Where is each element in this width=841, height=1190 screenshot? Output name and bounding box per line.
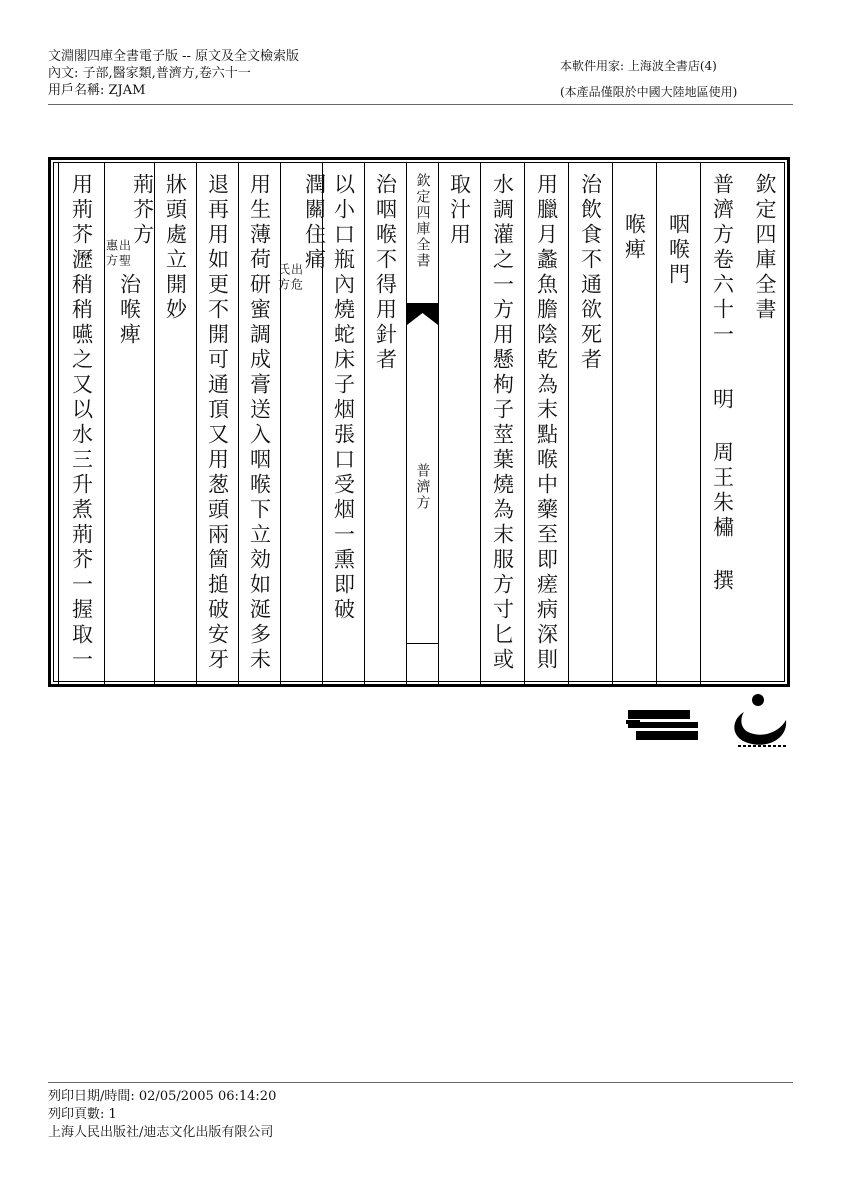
column-9 [322,163,364,685]
column-text: 潤關住痛 [302,173,327,273]
subsection-title: 喉痺 [622,213,647,263]
print-datetime: 列印日期/時間: 02/05/2005 06:14:20 [48,1089,277,1104]
column-1 [700,163,744,685]
column-2 [656,163,700,685]
spine-book-name: 普濟方 [414,463,431,511]
column-0 [744,163,786,685]
column-7 [438,163,480,685]
footer-divider [48,1082,793,1083]
column-text: 用生薄荷研蜜調成膏送入咽喉下立効如涎多未 [247,173,272,673]
footer-info [48,1088,276,1142]
note-line-2: 惠方 [104,239,119,269]
publisher-logo-icon [626,690,796,752]
column-3 [612,163,656,685]
header-divider [48,104,793,105]
column-11 [238,163,280,685]
column-text: 欽定四庫全書 [753,173,777,323]
author-line: 明 周王朱橚 撰 [710,388,735,594]
column-4 [568,163,612,685]
column-text: 牀頭處立開妙 [163,173,188,323]
content-path: 內文: 子部,醫家類,普濟方,卷六十一 [48,66,251,81]
column-12 [196,163,238,685]
column-13 [154,163,196,685]
publisher: 上海人民出版社/迪志文化出版有限公司 [48,1125,274,1140]
spine-book-wrap [407,463,438,511]
page-frame [48,157,790,687]
column-6 [480,163,524,685]
column-15 [58,163,104,685]
column-5 [524,163,568,685]
region-restriction: (本產品僅限於中國大陸地區使用) [560,85,738,99]
column-text: 用荊芥瀝稍稍嚥之又以水三升煮荊芥一握取一 [69,173,94,673]
column-text: 治咽喉不得用針者 [373,173,398,373]
note-line-2: 氏方 [276,263,291,293]
column-text: 治飲食不通欲死者 [578,173,603,373]
header-info [48,48,299,99]
edition-title: 文淵閣四庫全書電子版 -- 原文及全文檢索版 [48,49,300,64]
column-8 [364,163,406,685]
source-note [105,239,131,269]
column-text: 取汁用 [447,173,472,248]
column-text: 水調灌之一方用懸枸子莖葉燒為末服方寸匕或 [490,173,515,673]
note-line-1: 出危 [289,263,304,293]
recipe-indication: 治喉痺 [117,273,142,348]
chapter-title: 普濟方卷六十一 [710,173,735,348]
spine-title: 欽定四庫全書 [414,173,431,269]
fish-tail-mark-icon [407,303,438,333]
book-spine [406,163,438,685]
print-pages: 列印頁數: 1 [48,1107,117,1122]
licensee: 本軟件用家: 上海波全書店(4) [560,59,717,73]
column-14 [104,163,154,685]
user-name: 用戶名稱: ZJAM [48,83,146,98]
page-frame-inner [53,162,785,682]
recipe-title: 荊芥方 [130,173,155,248]
license-info [560,53,737,105]
source-note [277,263,303,293]
column-text: 以小口瓶內燒蛇床子烟張口受烟一熏即破 [331,173,356,623]
note-line-1: 出聖 [117,239,132,269]
spine-rule [407,643,438,644]
column-text: 退再用如更不開可通頂又用葱頭兩箇搥破安牙 [205,173,230,673]
section-title: 咽喉門 [666,213,691,288]
column-text: 用臘月蠡魚膽陰乾為末點喉中藥至即瘥病深則 [534,173,559,673]
column-10 [276,163,327,685]
